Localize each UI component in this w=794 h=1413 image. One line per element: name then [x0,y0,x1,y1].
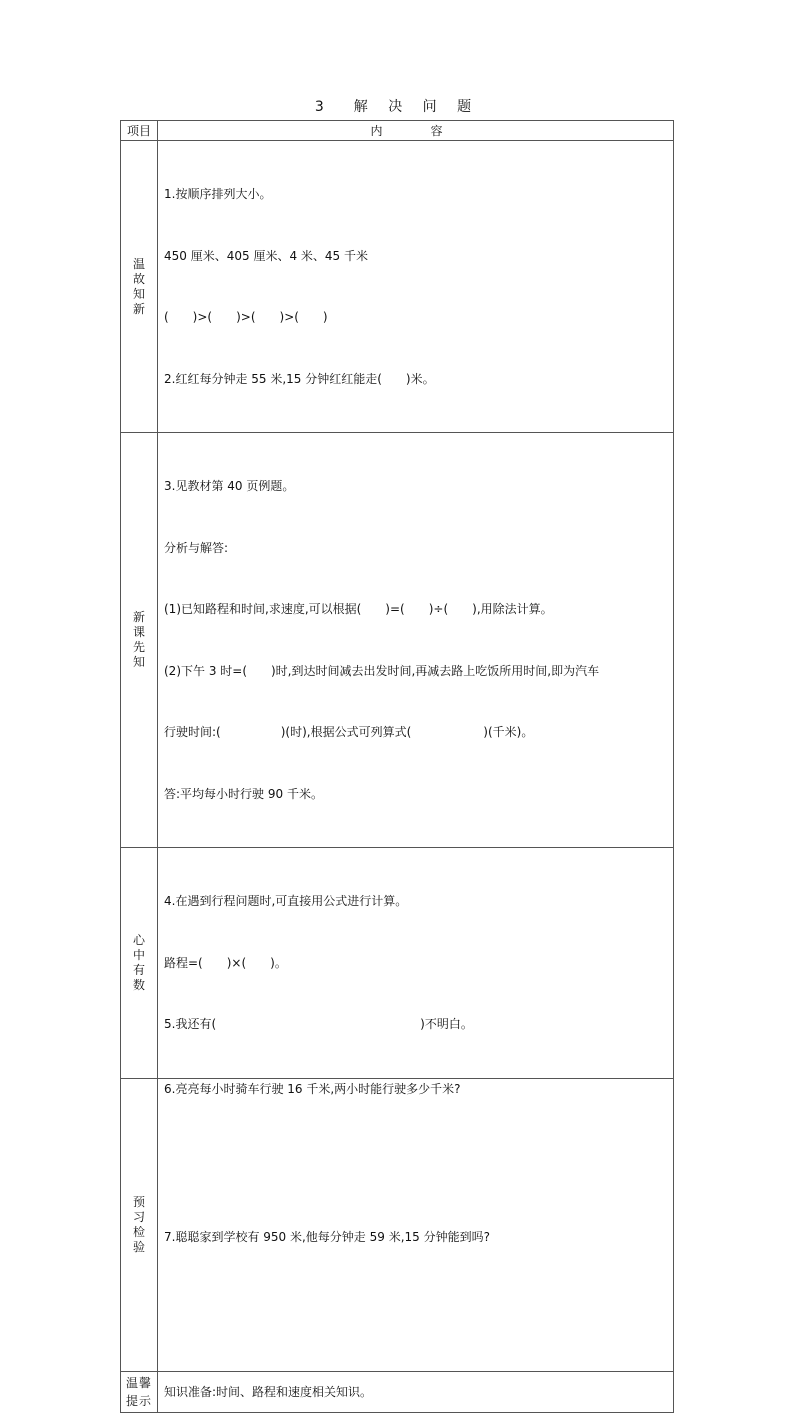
tip-content [158,1371,674,1412]
review-row [121,141,674,433]
tip-label-cell [121,1371,158,1412]
new-lesson-label-cell [121,433,158,848]
preview-check-content [158,1078,674,1371]
review-line-3: ( )>( )>( )>( ) [164,310,328,324]
new-lesson-row [121,433,674,848]
new-lesson-line-4: (2)下午 3 时=( )时,到达时间减去出发时间,再减去路上吃饭所用时间,即为汽车 [164,663,600,678]
review-line-1: 1.按顺序排列大小。 [164,187,272,201]
tip-label-line-2: 提示 [125,1393,152,1408]
project-header: 项目 [121,121,158,141]
tip-row [121,1371,674,1412]
new-lesson-line-3: (1)已知路程和时间,求速度,可以根据( )=( )÷( ),用除法计算。 [164,602,553,616]
preview-check-label: 预习检验 [132,1194,145,1254]
in-mind-label-cell [121,848,158,1079]
in-mind-line-2: 路程=( )×( )。 [164,955,287,970]
content-header: 内 容 [158,121,674,141]
new-lesson-content [158,433,674,848]
in-mind-content [158,848,674,1079]
preview-check-label-cell [121,1078,158,1371]
in-mind-line-1: 4.在遇到行程问题时,可直接用公式进行计算。 [164,894,408,908]
in-mind-label: 心中有数 [132,932,145,992]
tip-text: 知识准备:时间、路程和速度相关知识。 [164,1384,373,1399]
review-line-2: 450 厘米、405 厘米、4 米、45 千米 [164,248,368,263]
new-lesson-line-6: 答:平均每小时行驶 90 千米。 [164,786,323,801]
in-mind-row [121,848,674,1079]
in-mind-line-3: 5.我还有( )不明白。 [164,1017,473,1031]
new-lesson-line-1: 3.见教材第 40 页例题。 [164,479,295,493]
review-line-4: 2.红红每分钟走 55 米,15 分钟红红能走( )米。 [164,371,435,386]
tip-label-line-1: 温馨 [125,1375,152,1390]
study-plan-table [120,120,674,1413]
preview-check-row [121,1078,674,1371]
document-title: 3 解 决 问 题 [314,99,480,115]
review-label-cell [121,141,158,433]
new-lesson-line-2: 分析与解答: [164,540,229,555]
new-lesson-label: 新课先知 [132,610,145,669]
header-row [121,121,674,141]
question-7: 7.聪聪家到学校有 950 米,他每分钟走 59 米,15 分钟能到吗? [164,1229,490,1244]
review-content [158,141,674,433]
review-label: 温故知新 [132,256,145,316]
question-6: 6.亮亮每小时骑车行驶 16 千米,两小时能行驶多少千米? [164,1081,461,1096]
new-lesson-line-5: 行驶时间:( )(时),根据公式可列算式( )(千米)。 [164,725,534,739]
